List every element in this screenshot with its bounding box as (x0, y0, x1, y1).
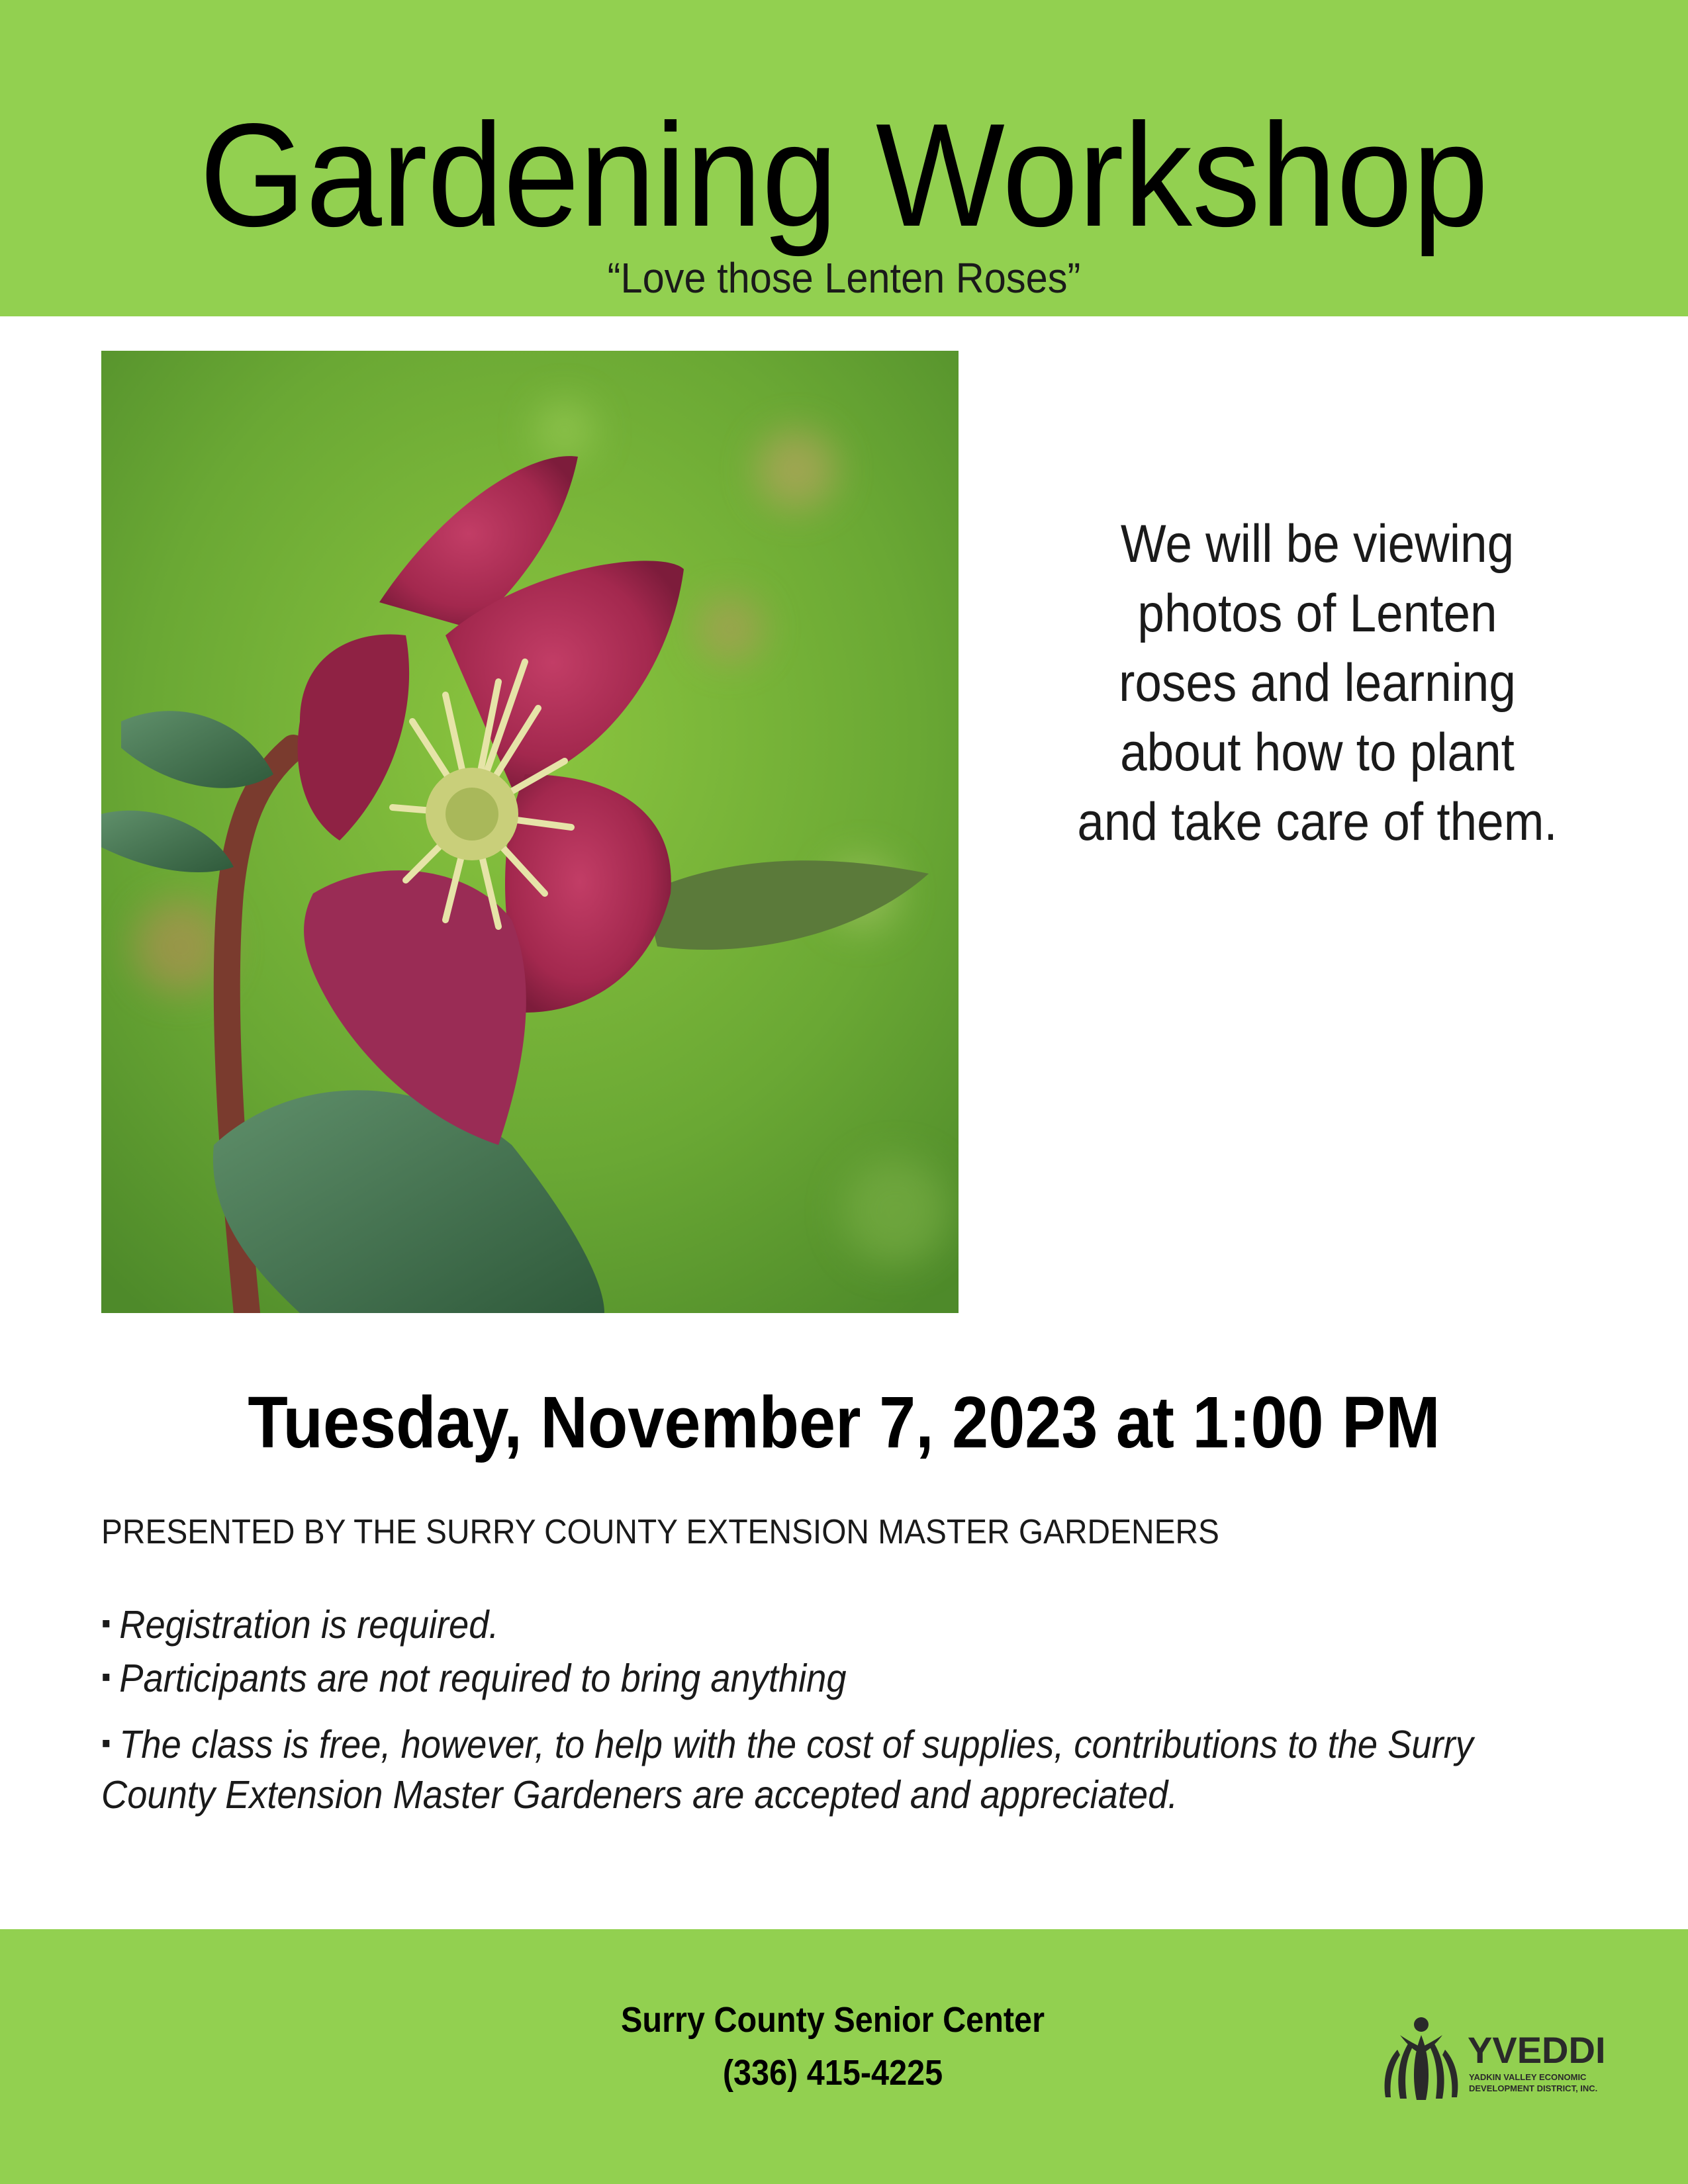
description-line: roses and learning (1119, 653, 1516, 713)
note-text: The class is free, however, to help with the cost of supplies, contributions to the Surry County Extension Master Gardeners are accepted and appreciated. (101, 1723, 1474, 1817)
bullet-icon: ▪ (101, 1727, 111, 1759)
bullet-icon: ▪ (101, 1661, 111, 1693)
bullet-icon: ▪ (101, 1607, 111, 1639)
lenten-rose-illustration (101, 351, 959, 1313)
header-band (0, 0, 1688, 316)
lenten-rose-photo (101, 351, 959, 1313)
event-date-time: Tuesday, November 7, 2023 at 1:00 PM (248, 1382, 1440, 1463)
page-subtitle: “Love those Lenten Roses” (607, 254, 1081, 302)
presenter-line: PRESENTED BY THE SURRY COUNTY EXTENSION MASTER GARDENERS (101, 1513, 1219, 1551)
yveddi-logo-icon (1380, 2015, 1632, 2101)
list-item (101, 1718, 1587, 1820)
yveddi-logo (1380, 2015, 1632, 2101)
note-text: Registration is required. (119, 1603, 499, 1647)
page-title: Gardening Workshop (199, 93, 1489, 257)
logo-tagline: YADKIN VALLEY ECONOMIC (1469, 2072, 1587, 2082)
logo-wordmark: YVEDDI (1468, 2029, 1606, 2071)
footer-band (0, 1929, 1688, 2184)
description-line: We will be viewing (1120, 514, 1515, 574)
phone-number: (336) 415-4225 (722, 2053, 943, 2093)
workshop-description (1061, 510, 1573, 857)
list-item (101, 1652, 1472, 1704)
logo-tagline: DEVELOPMENT DISTRICT, INC. (1469, 2083, 1598, 2093)
list-item (101, 1598, 1472, 1650)
description-line: about how to plant (1120, 723, 1515, 782)
description-line: photos of Lenten (1137, 584, 1497, 643)
venue-name: Surry County Senior Center (620, 2000, 1045, 2040)
note-text: Participants are not required to bring anything (119, 1657, 847, 1700)
description-line: and take care of them. (1077, 792, 1558, 852)
notes-list (101, 1598, 1591, 1822)
